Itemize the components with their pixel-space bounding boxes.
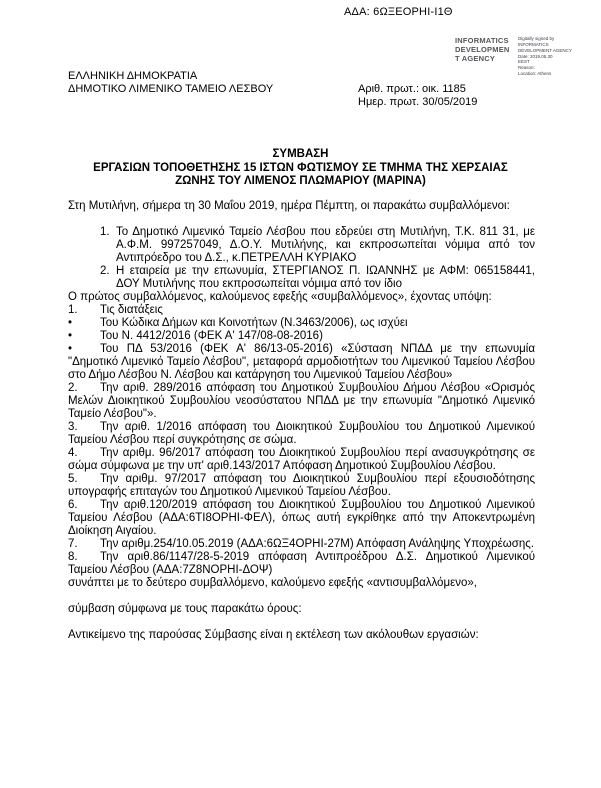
signature-detail-line: Digitally signed by: [518, 36, 555, 41]
legal-item: [68, 421, 535, 447]
bullet-marker: •: [68, 330, 73, 342]
legal-item: [68, 473, 535, 499]
parties-list: [100, 226, 535, 291]
protocol-number: Αριθ. πρωτ.: οικ. 1185: [358, 83, 466, 95]
legal-item: [68, 538, 535, 551]
legal-item-text: Την αριθμ.254/10.05.2019 (ΑΔΑ:6ΩΞ4ΟΡΗΙ-27Μ) Απόφαση Ανάληψης Υποχρέωσης.: [100, 538, 534, 550]
signature-detail-line: Location: Athens: [518, 71, 552, 77]
organization-block: [68, 70, 273, 96]
legal-item-text: Την αριθ. 289/2016 απόφαση του Δημοτικού Συμβουλίου Δήμου Λέσβου «Ορισμός Μελών Διοικητικού Συμβουλίου νεοσύστατου ΝΠΔΔ με την επωνυμία "Δημοτικό Λιμενικό Ταμείο Λέσβου"».: [68, 382, 535, 420]
signature-detail-line: EEST: [518, 59, 530, 65]
protocol-date: Ημερ. πρωτ. 30/05/2019: [358, 96, 478, 108]
org-name-line: ΕΛΛΗΝΙΚΗ ΔΗΜΟΚΡΑΤΙΑ: [68, 70, 198, 82]
closing-paragraph: Αντικείμενο της παρούσας Σύμβασης είναι η εκτέλεση των ακόλουθων εργασιών:: [68, 629, 479, 641]
party-text: Το Δημοτικό Λιμενικό Ταμείο Λέσβου που εδρεύει στη Μυτιλήνη, Τ.Κ. 811 31, με Α.Φ.Μ. 997257049, Δ.Ο.Υ. Μυτιλήνης, και εκπροσωπείται νόμιμα από τον Αντιπρόεδρο του Δ.Σ., κ.ΠΕΤΡΕΛΛΗ ΚΥΡΙΑΚΟ: [116, 226, 535, 264]
title-line: ΕΡΓΑΣΙΩΝ ΤΟΠΟΘΕΤΗΣΗΣ 15 ΙΣΤΩΝ ΦΩΤΙΣΜΟΥ ΣΕ ΤΜΗΜΑ ΤΗΣ ΧΕΡΣΑΙΑΣ: [93, 161, 508, 174]
document-body: [0, 148, 601, 642]
digital-signature-stamp: [455, 36, 597, 77]
list-marker: 3.: [68, 421, 78, 433]
closing-paragraph: συνάπτει με το δεύτερο συμβαλλόμενο, καλούμενο εφεξής «αντισυμβαλλόμενο»,: [68, 577, 477, 589]
signature-agency-line: T AGENCY: [455, 54, 496, 63]
intro-paragraph: Στη Μυτιλήνη, σήμερα τη 30 Μαΐου 2019, ημέρα Πέμπτη, οι παρακάτω συμβαλλόμενοι:: [68, 200, 510, 212]
closing-paragraph: σύμβαση σύμφωνα με τους παρακάτω όρους:: [68, 603, 302, 615]
legal-item: [68, 317, 535, 330]
legal-item-text: Την αριθμ. 96/2017 απόφαση του Διοικητικού Συμβουλίου περί ανασυγκρότησης σε σώμα σύμφωνα με την υπ' αριθ.143/2017 Απόφαση Δημοτικού Συμβουλίου Λέσβου.: [68, 447, 535, 472]
signature-detail-line: Date: 2019.05.30: [518, 53, 553, 59]
party-item: [100, 265, 535, 291]
legal-item-text: Του ΠΔ 53/2016 (ΦΕΚ Α' 86/13-05-2016) «Σύσταση ΝΠΔΔ με την επωνυμία "Δημοτικό Λιμενικό Ταμείο Λέσβου", μεταφορά αρμοδιοτήτων του Λιμενικού Ταμείου Λέσβου στο Δήμο Λέσβου Ν. Λέσβου και κατάργηση του Λιμενικού Ταμείου Λέσβου»: [68, 343, 535, 381]
legal-item: [68, 304, 535, 317]
signature-detail-line: DEVELOPMENT AGENCY: [518, 47, 572, 53]
legal-item-text: Του Ν. 4412/2016 (ΦΕΚ Α' 147/08-08-2016): [100, 330, 323, 342]
legal-item-text: Τις διατάξεις: [100, 304, 163, 316]
having-regard-paragraph: Ο πρώτος συμβαλλόμενος, καλούμενος εφεξής «συμβαλλόμενος», έχοντας υπόψη:: [68, 291, 492, 303]
party-text: Η εταιρεία με την επωνυμία, ΣΤΕΡΓΙΑΝΟΣ Π. ΙΩΑΝΝΗΣ με ΑΦΜ: 065158441, ΔΟΥ Μυτιλήνης που εκπροσωπείται νόμιμα από τον ίδιο: [116, 265, 535, 290]
list-marker: 1.: [100, 226, 110, 238]
org-name-line: ΔΗΜΟΤΙΚΟ ΛΙΜΕΝΙΚΟ ΤΑΜΕΙΟ ΛΕΣΒΟΥ: [68, 83, 274, 95]
title-line: ΖΩΝΗΣ ΤΟΥ ΛΙΜΕΝΟΣ ΠΛΩΜΑΡΙΟΥ (ΜΑΡΙΝΑ): [175, 175, 426, 187]
signature-details: [518, 36, 572, 77]
legal-item: [68, 447, 535, 473]
legal-item-text: Την αριθ.120/2019 απόφαση του Διοικητικού Συμβουλίου του Δημοτικού Λιμενικού Ταμείου Λέσβου (ΑΔΑ:6ΤΙ8ΟΡΗΙ-ΦΕΛ), όπως αυτή εγκρίθηκε από την Αποκεντρωμένη Διοίκηση Αιγαίου.: [68, 499, 535, 537]
signature-detail-line: INFORMATICS: [518, 41, 549, 47]
signature-agency-line: DEVELOPMEN: [455, 45, 510, 54]
legal-item-text: Την αριθμ. 97/2017 απόφαση του Διοικητικού Συμβουλίου περί εξουσιοδότησης υπογραφής επιταγών του Δημοτικού Λιμενικού Ταμείου Λέσβου.: [68, 473, 535, 498]
legal-item: [68, 551, 535, 577]
legal-item-text: Την αριθ. 1/2016 απόφαση του Διοικητικού Συμβουλίου του Δημοτικού Λιμενικού Ταμείου Λέσβου περί συγκρότησης σε σώμα.: [68, 421, 535, 446]
list-marker: 5.: [68, 473, 78, 485]
title-line: ΣΥΜΒΑΣΗ: [272, 148, 329, 160]
legal-item: [68, 330, 535, 343]
signature-agency-name: [455, 36, 513, 77]
signature-agency-line: INFORMATICS: [455, 36, 509, 45]
legal-item: [68, 382, 535, 421]
protocol-block: [358, 83, 477, 109]
legal-item: [68, 343, 535, 382]
list-marker: 7.: [68, 538, 78, 550]
legal-item-text: Την αριθ.86/1147/28-5-2019 απόφαση Αντιπροέδρου Δ.Σ. Δημοτικού Λιμενικού Ταμείου Λέσβου (ΑΔΑ:7Ζ8ΝΟΡΗΙ-ΔΟΨ): [68, 551, 535, 576]
bullet-marker: •: [68, 317, 73, 329]
bullet-marker: •: [68, 343, 73, 355]
ada-number: ΑΔΑ: 6ΩΞΕΟΡΗΙ-Ι1Θ: [344, 6, 453, 18]
list-marker: 6.: [68, 499, 78, 511]
legal-item-text: Του Κώδικα Δήμων και Κοινοτήτων (Ν.3463/2006), ως ισχύει: [100, 317, 408, 329]
list-marker: 2.: [68, 382, 78, 394]
list-marker: 4.: [68, 447, 78, 459]
signature-detail-line: Reason:: [518, 65, 535, 71]
legal-item: [68, 499, 535, 538]
list-marker: 8.: [68, 551, 78, 563]
document-header: [0, 0, 601, 187]
party-item: [100, 226, 535, 265]
document-title: [0, 148, 601, 189]
list-marker: 2.: [100, 265, 110, 277]
list-marker: 1.: [68, 304, 78, 316]
